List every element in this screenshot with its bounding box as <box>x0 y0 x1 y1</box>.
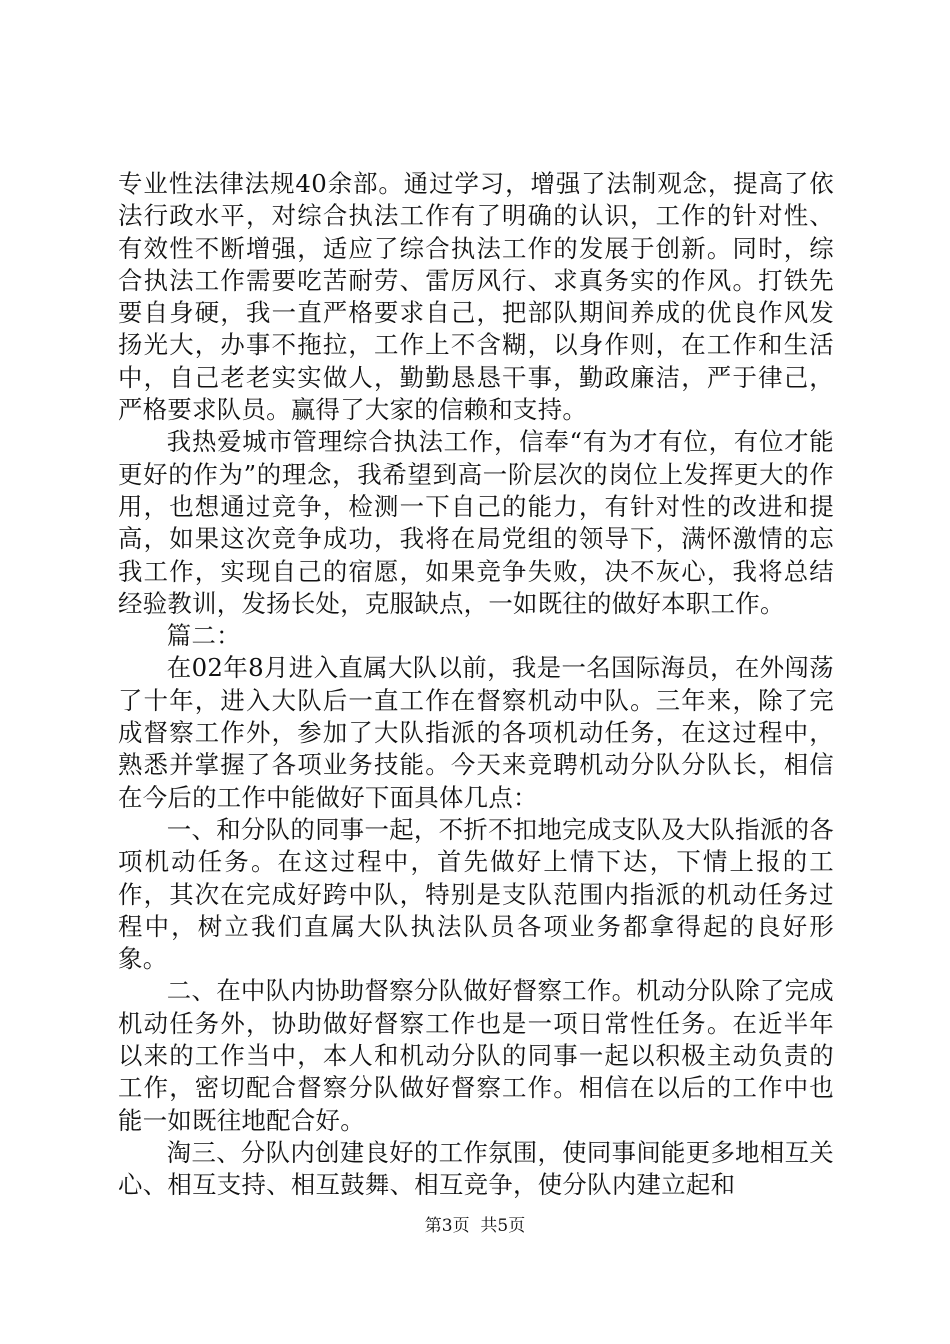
paragraph-7: 淘三、分队内创建良好的工作氛围，使同事间能更多地相互关心、相互支持、相互鼓舞、相互竞争，使分队内建立起和 <box>118 1137 834 1200</box>
paragraph-4: 在02年8月进入直属大队以前，我是一名国际海员，在外闯荡了十年，进入大队后一直工作在督察机动中队。三年来，除了完成督察工作外，参加了大队指派的各项机动任务，在这过程中，熟悉并掌握了各项业务技能。今天来竞聘机动分队分队长，相信在今后的工作中能做好下面具体几点： <box>118 653 834 812</box>
paragraph-2: 我热爱城市管理综合执法工作，信奉“有为才有位，有位才能更好的作为”的理念，我希望到高一阶层次的岗位上发挥更大的作用，也想通过竞争，检测一下自己的能力，有针对性的改进和提高，如果这次竞争成功，我将在局党组的领导下，满怀激情的忘我工作，实现自己的宿愿，如果竞争失败，决不灰心，我将总结经验教训，发扬长处，克服缺点，一如既往的做好本职工作。 <box>118 427 834 618</box>
page-footer <box>0 1215 950 1237</box>
document-body <box>118 168 834 1202</box>
paragraph-1: 专业性法律法规40余部。通过学习，增强了法制观念，提高了依法行政水平，对综合执法工作有了明确的认识，工作的针对性、有效性不断增强，适应了综合执法工作的发展于创新。同时，综合执法工作需要吃苦耐劳、雷厉风行、求真务实的作风。打铁先要自身硬，我一直严格要求自己，把部队期间养成的优良作风发扬光大，办事不拖拉，工作上不含糊，以身作则，在工作和生活中，自己老老实实做人，勤勤恳恳干事，勤政廉洁，严于律己，严格要求队员。赢得了大家的信赖和支持。 <box>118 169 834 425</box>
section-heading-part-two: 篇二： <box>166 621 241 651</box>
paragraph-6: 二、在中队内协助督察分队做好督察工作。机动分队除了完成机动任务外，协助做好督察工作也是一项日常性任务。在近半年以来的工作当中，本人和机动分队的同事一起以积极主动负责的工作，密切配合督察分队做好督察工作。相信在以后的工作中也能一如既往地配合好。 <box>118 976 834 1135</box>
paragraph-5: 一、和分队的同事一起，不折不扣地完成支队及大队指派的各项机动任务。在这过程中，首先做好上情下达，下情上报的工作，其次在完成好跨中队，特别是支队范围内指派的机动任务过程中，树立我们直属大队执法队员各项业务都拿得起的良好形象。 <box>118 814 834 974</box>
page-number-label: 第3页 共5页 <box>424 1216 526 1236</box>
